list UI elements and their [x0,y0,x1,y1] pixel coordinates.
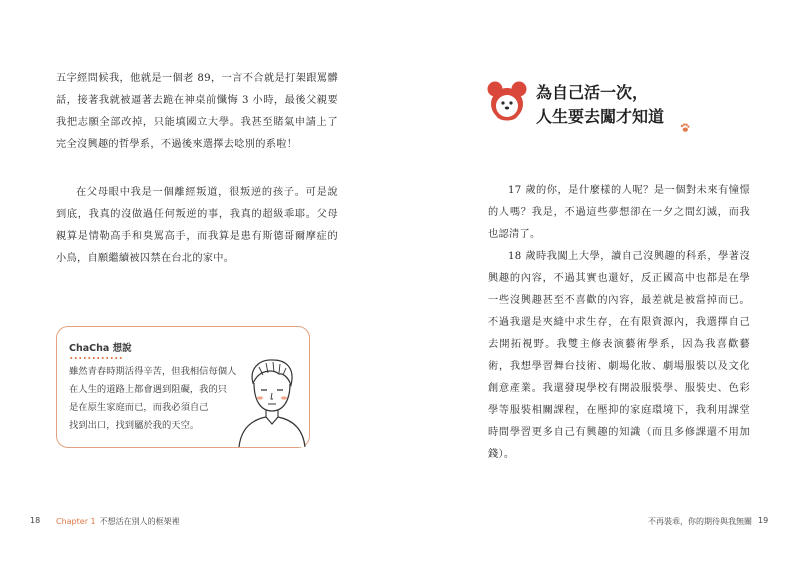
paw-print-icon [680,123,690,133]
body-paragraph: 五字經問候我，他就是一個老 89，一言不合就是打架跟罵髒話，接著我就被逼著去跪在神桌前懺悔 3 小時，最後父親要我把志願全部改掉，只能填國立大學。我甚至賭氣申請上了完全沒興趣的哲學系，不過後來選擇去唸別的系啦！ [56,73,338,150]
page-number: 19 [758,516,769,525]
chapter-title: 不想活在別人的框架裡 [99,517,180,526]
body-paragraph: 在父母眼中我是一個離經叛道，很叛逆的孩子。可是說到底，我真的沒做過任何叛逆的事，我真的超級乖耶。父母親算是情勒高手和臭罵高手，而我算是患有斯德哥爾摩症的小鳥，自願繼續被囚禁在台北的家中。 [56,187,338,264]
callout-text [69,363,237,435]
chacha-callout-box [56,326,310,448]
running-footer-title: 不再裝乖，你的期待與我無關 [648,517,752,526]
right-page [400,0,800,568]
dotted-divider [69,357,123,359]
body-paragraph: 18 歲時我闖上大學，讀自己沒興趣的科系，學著沒興趣的內容，不過其實也還好，反正國高中也都是在學一些沒興趣甚至不喜歡的內容，最差就是被當掉而已。不過我還是夾縫中求生存，在有限資源內，我選擇自己去開拓視野。我雙主修表演藝術學系，因為我喜歡藝術，我想學習舞台技術、劇場化妝、劇場服裝以及文化創意產業。我還發現學校有開設服裝學、服裝史、色彩學等服裝相關課程，在壓抑的家庭環境下，我利用課堂時間學習更多自己有興趣的知識（而且多修課還不用加錢）。 [488,251,750,460]
page-number: 18 [30,516,41,525]
body-paragraph: 17 歲的你，是什麼樣的人呢？是一個對未來有憧憬的人嗎？我是，不過這些夢想卻在一夕之間幻滅，而我也認清了。 [488,185,750,240]
callout-title: ChaCha 想說 [69,343,132,354]
section-heading: 人生要去闖才知道 [536,107,665,126]
bear-head-icon [486,80,528,124]
callout-line: 雖然青春時期活得辛苦，但我相信每個人 [69,366,237,377]
chapter-label: Chapter 1 [56,517,96,526]
running-footer [56,516,180,527]
callout-line: 是在原生家庭而已，而我必須自己 [69,402,209,413]
callout-line: 在人生的道路上都會遇到阻礙，我的只 [69,384,228,395]
callout-line: 找到出口，找到屬於我的天空。 [69,420,200,431]
boy-illustration [233,357,307,447]
section-heading: 為自己活一次， [536,83,649,102]
